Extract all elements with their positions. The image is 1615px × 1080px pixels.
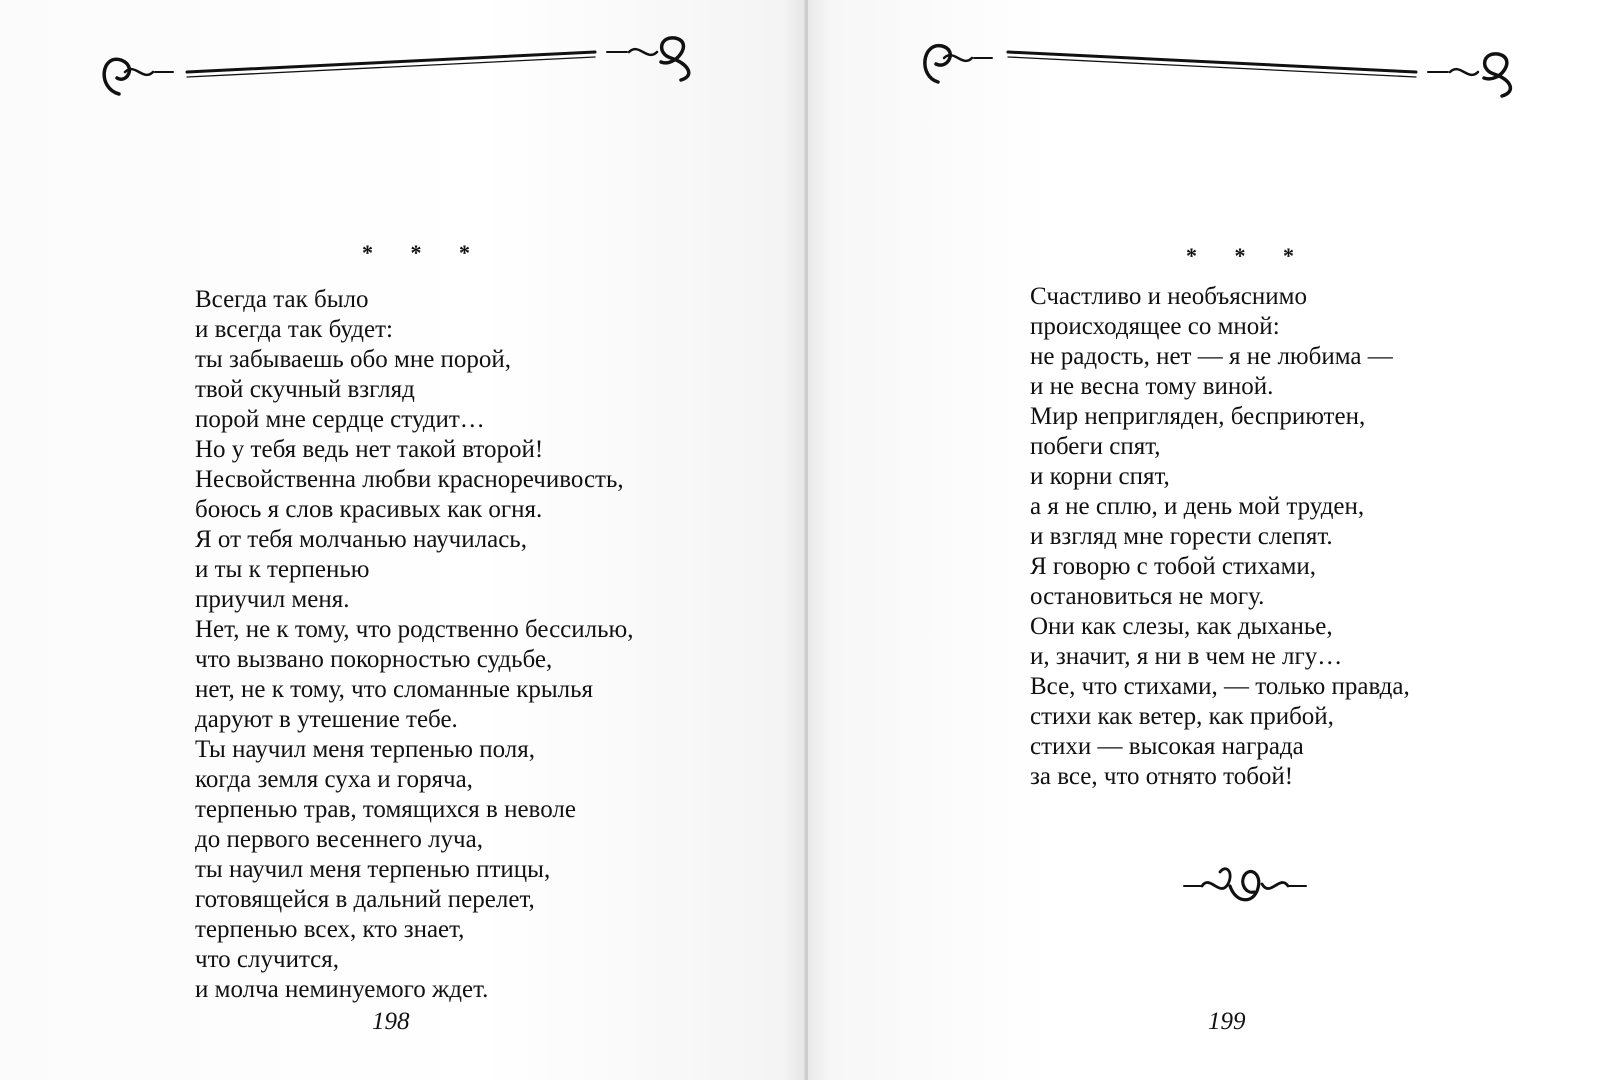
- poem-right: [1030, 282, 1410, 792]
- poem-line: и взгляд мне горести слепят.: [1030, 523, 1333, 550]
- poem-line: порой мне сердце студит…: [195, 406, 485, 433]
- poem-line: Нет, не к тому, что родственно бессилью,: [195, 616, 634, 643]
- poem-line: и молча неминуемого ждет.: [195, 976, 489, 1003]
- right-page: [808, 0, 1615, 1080]
- poem-line: Я говорю с тобой стихами,: [1030, 553, 1317, 580]
- poem-line: готовящейся в дальний перелет,: [195, 886, 535, 913]
- poem-separator: * * *: [362, 240, 486, 265]
- poem-line: Все, что стихами, — только правда,: [1030, 673, 1410, 700]
- poem-line: что случится,: [195, 946, 340, 973]
- poem-line: и всегда так будет:: [195, 316, 393, 343]
- poem-line: нет, не к тому, что сломанные крылья: [195, 676, 594, 703]
- page-number-right: 199: [1208, 1008, 1246, 1035]
- poem-line: побеги спят,: [1030, 433, 1161, 460]
- page-number-left: 198: [372, 1008, 410, 1035]
- poem-line: ты забываешь обо мне порой,: [195, 346, 512, 373]
- poem-line: Но у тебя ведь нет такой второй!: [195, 436, 544, 463]
- poem-line: даруют в утешение тебе.: [195, 706, 458, 733]
- poem-line: и, значит, я ни в чем не лгу…: [1030, 643, 1343, 670]
- poem-line: ты научил меня терпенью птицы,: [195, 856, 551, 883]
- poem-line: Счастливо и необъяснимо: [1030, 283, 1307, 310]
- poem-line: остановиться не могу.: [1030, 583, 1265, 610]
- poem-line: и ты к терпенью: [195, 556, 370, 583]
- poem-line: происходящее со мной:: [1030, 313, 1280, 340]
- poem-line: не радость, нет — я не любима —: [1030, 343, 1393, 370]
- poem-line: боюсь я слов красивых как огня.: [195, 496, 543, 523]
- poem-line: а я не сплю, и день мой труден,: [1030, 493, 1365, 520]
- poem-line: Они как слезы, как дыханье,: [1030, 613, 1333, 640]
- end-ornament-icon: [1180, 860, 1310, 908]
- poem-line: стихи как ветер, как прибой,: [1030, 703, 1334, 730]
- poem-line: до первого весеннего луча,: [195, 826, 483, 853]
- poem-line: за все, что отнято тобой!: [1030, 763, 1294, 790]
- poem-line: Всегда так было: [195, 286, 369, 313]
- poem-line: и не весна тому виной.: [1030, 373, 1274, 400]
- poem-left: [195, 285, 633, 1005]
- poem-line: Я от тебя молчанью научилась,: [195, 526, 527, 553]
- poem-line: терпенью всех, кто знает,: [195, 916, 465, 943]
- poem-line: стихи — высокая награда: [1030, 733, 1304, 760]
- header-ornament-icon: [916, 28, 1536, 108]
- poem-line: и корни спят,: [1030, 463, 1170, 490]
- poem-line: Мир непригляден, бесприютен,: [1030, 403, 1366, 430]
- poem-line: что вызвано покорностью судьбе,: [195, 646, 553, 673]
- poem-line: когда земля суха и горяча,: [195, 766, 473, 793]
- left-page: [0, 0, 806, 1080]
- poem-line: Ты научил меня терпенью поля,: [195, 736, 535, 763]
- poem-line: твой скучный взгляд: [195, 376, 415, 403]
- poem-line: терпенью трав, томящихся в неволе: [195, 796, 576, 823]
- header-ornament-icon: [95, 28, 715, 108]
- poem-line: приучил меня.: [195, 586, 350, 613]
- poem-separator: * * *: [1186, 243, 1310, 268]
- poem-line: Несвойственна любви красноречивость,: [195, 466, 624, 493]
